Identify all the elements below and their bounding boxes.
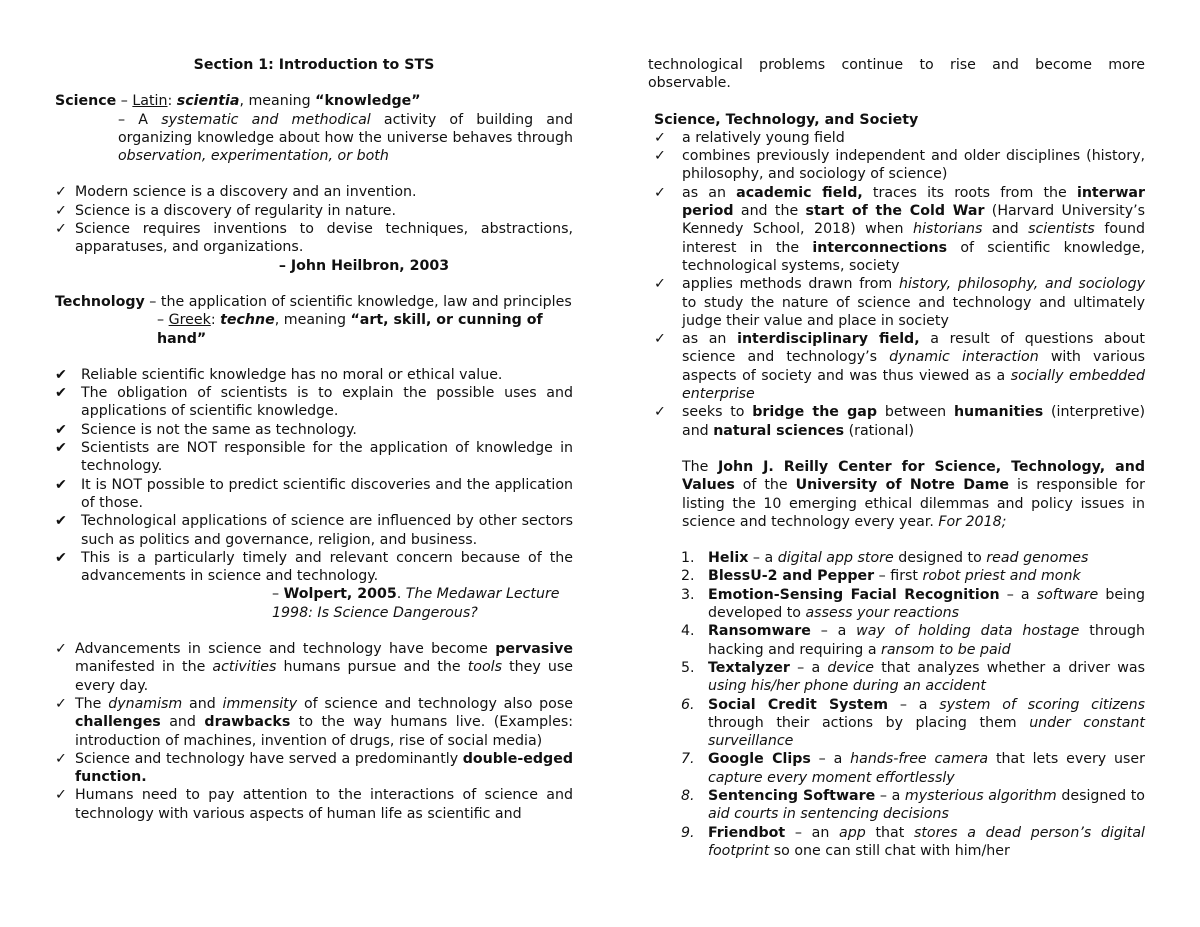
list-item: ✓ Science and technology have served a predominantly double-edged function. [55,750,573,786]
dilemma-item [681,750,1145,787]
dilemma-item [681,622,1145,659]
heavy-checkmark-icon: ✔ [55,440,67,457]
list-item: ✓ The dynamism and immensity of science and technology also pose challenges and drawbacks to the way humans live. (Examples: introduction of machines, invention of drugs, rise of social media) [55,695,574,749]
dilemma-item [681,696,1145,751]
list-item: ✓ as an interdisciplinary field, a result of questions about science and technology’s dynamic interaction with various aspects of society and was thus viewed as a socially embedded enterprise [648,330,1145,403]
reilly-intro: The John J. Reilly Center for Science, Technology, and Values of the University of Notre Dame is responsible for listing the 10 emerging ethical dilemmas and policy issues in science and technology every year. For 2018; [682,458,1145,530]
checkmark-icon: ✓ [55,184,67,201]
checkmark-icon: ✓ [55,787,67,804]
checkmark-icon: ✓ [654,404,666,421]
section-title: Section 1: Introduction to STS [193,57,435,73]
heavy-checkmark-icon: ✔ [55,366,67,383]
list-item: ✓ Modern science is a discovery and an invention. [55,184,417,201]
list-item: ✓ seeks to bridge the gap between humanities (interpretive) and natural sciences (rational) [648,403,1145,440]
list-item: ✔ Reliable scientific knowledge has no moral or ethical value. [55,366,503,383]
continuation-text: technological problems continue to rise and become more observable. [648,57,1145,92]
item-number: 6. [681,696,695,713]
list-item: ✓ as an academic field, traces its roots from the interwar period and the start of the Cold War (Harvard University’s Kennedy School, 2018) when historians and scientists found interest in the interconnections of scientific knowledge, technological systems, society [648,184,1145,275]
list-item: ✓ Science requires inventions to devise techniques, abstractions, apparatuses, and organizations. [55,221,573,256]
item-number: 9. [681,824,695,841]
checkmark-icon: ✓ [55,750,67,767]
dilemma-text: Social Credit System – a system of scoring citizens through their actions by placing them under constant surveillance [708,696,1145,750]
technology-definition: Technology – the application of scientific knowledge, law and principles [55,293,572,310]
checkmark-icon: ✓ [654,148,666,165]
list-item: ✓ Advancements in science and technology have become pervasive manifested in the activities humans pursue and the tools they use every day. [55,641,573,694]
dilemma-item [681,549,1145,567]
dilemma-item [681,659,1145,696]
sts-heading: Science, Technology, and Society [654,111,919,128]
checkmark-icon: ✓ [654,184,666,201]
dilemma-text: Friendbot – an app that stores a dead person’s digital footprint so one can still chat with him/her [708,824,1145,859]
dilemma-item [681,787,1145,824]
science-description: – A systematic and methodical activity of building and organizing knowledge about how the universe behaves through observation, experimentation, or both [118,111,573,165]
item-number: 3. [681,586,695,603]
dilemma-text: BlessU-2 and Pepper – first robot priest and monk [708,568,1081,585]
checkmark-icon: ✓ [55,641,67,658]
wolpert-list [55,366,573,586]
checkmark-icon: ✓ [654,276,666,293]
list-item: ✔ Technological applications of science are influenced by other sectors such as politics and governance, religion, and business. [55,513,573,548]
dilemma-text: Sentencing Software – a mysterious algorithm designed to aid courts in sentencing decisions [708,787,1145,823]
right-column [648,56,1145,860]
heilbron-citation: – John Heilbron, 2003 [278,257,450,274]
item-number: 4. [681,623,695,640]
dilemma-text: Emotion-Sensing Facial Recognition – a software being developed to assess your reactions [708,586,1145,622]
checkmark-icon: ✓ [55,221,67,238]
heilbron-list [55,183,573,256]
technology-etymology: – Greek: techne, meaning “art, skill, or cunning of hand” [157,312,543,347]
dilemma-text: Helix – a digital app store designed to read genomes [708,550,1089,567]
checkmark-icon: ✓ [654,129,666,146]
list-item: ✓ applies methods drawn from history, philosophy, and sociology to study the nature of science and technology and ultimately judge their value and place in society [648,275,1145,330]
heavy-checkmark-icon: ✔ [55,421,67,438]
heavy-checkmark-icon: ✔ [55,385,67,402]
item-number: 1. [681,550,695,567]
dilemma-text: Ransomware – a way of holding data hostage through hacking and requiring a ransom to be paid [708,623,1145,658]
wolpert-citation: – Wolpert, 2005. The Medawar Lecture 1998: Is Science Dangerous? [272,586,560,621]
list-item: ✔ The obligation of scientists is to explain the possible uses and applications of scientific knowledge. [55,385,573,420]
left-column [55,56,573,823]
dilemma-item [681,586,1145,623]
checkmark-icon: ✓ [55,695,67,712]
list-item: ✓ Science is a discovery of regularity in nature. [55,202,396,219]
dilemma-item [681,824,1145,861]
dilemma-item [681,567,1145,585]
heavy-checkmark-icon: ✔ [55,513,67,530]
list-item: ✓ Humans need to pay attention to the interactions of science and technology with various aspects of human life as scientific and [55,787,573,822]
list-item: ✔ Scientists are NOT responsible for the application of knowledge in technology. [55,440,573,475]
checkmark-icon: ✓ [55,202,67,219]
heavy-checkmark-icon: ✔ [55,549,67,566]
dilemma-list [648,549,1145,860]
dilemma-text: Textalyzer – a device that analyzes whether a driver was using his/her phone during an accident [708,659,1145,695]
science-definition: Science – Latin: scientia, meaning “knowledge” [55,93,421,110]
advancements-list [55,640,573,823]
checkmark-icon: ✓ [654,331,666,348]
item-number: 8. [681,787,695,804]
item-number: 5. [681,659,695,676]
list-item: ✔ This is a particularly timely and relevant concern because of the advancements in science and technology. [55,549,573,585]
item-number: 2. [681,568,695,585]
list-item: ✔ Science is not the same as technology. [55,421,357,438]
list-item: ✔ It is NOT possible to predict scientific discoveries and the application of those. [55,476,573,511]
list-item: ✓ a relatively young field [648,129,1145,147]
dilemma-text: Google Clips – a hands-free camera that lets every user capture every moment effortlessly [708,751,1145,786]
sts-list [648,129,1145,440]
list-item: ✓ combines previously independent and older disciplines (history, philosophy, and sociology of science) [648,147,1145,184]
item-number: 7. [681,751,695,768]
heavy-checkmark-icon: ✔ [55,476,67,493]
